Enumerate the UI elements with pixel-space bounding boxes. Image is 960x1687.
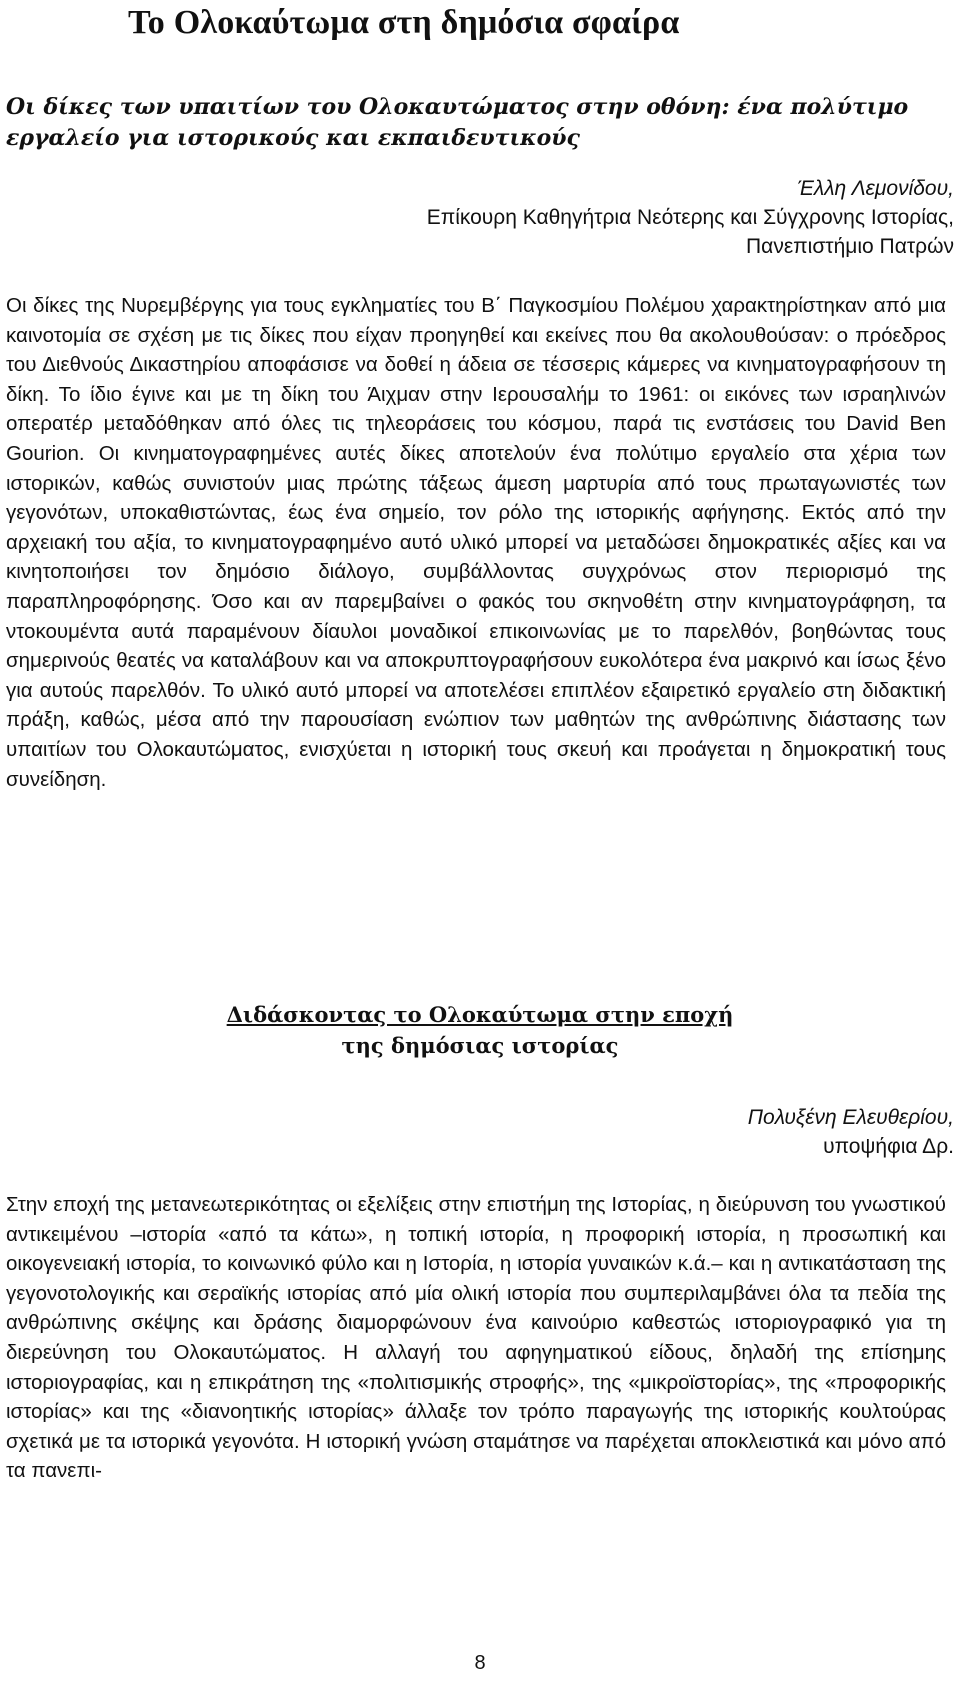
second-author-block [748, 1103, 954, 1161]
author-block [427, 174, 954, 261]
second-author-role: υποψήφια Δρ. [823, 1135, 954, 1158]
page-number: 8 [474, 1652, 486, 1674]
author-affiliation: Πανεπιστήμιο Πατρών [746, 235, 954, 258]
second-article-body-paragraph: Στην εποχή της μετανεωτερικότητας οι εξελίξεις στην επιστήμη της Ιστορίας, η διεύρυνση του γνωστικού αντικειμένου –ιστορία «από τα κάτω», η τοπική ιστορία, η προφορική ιστορία, η προσωπική και οικογενειακή ιστορία, το κοινωνικό φύλο και η Ιστορία, η ιστορία γυναικών κ.ά.– και η αντικατάσταση της γεγονοτολογικής και σεραϊκής ιστορίας από μία ολική ιστορία που συμπεριλαμβάνει όλα τα πεδία της ανθρώπινης σκέψης και δράσης διαμορφώνουν ένα καινούριο καθεστώς ιστοριογραφικό για τη διερεύνηση του Ολοκαυτώματος. Η αλλαγή του αφηγηματικού είδους, δηλαδή της επίσημης ιστοριογραφίας, και η επικράτηση της «πολιτισμικής στροφής», της «μικροϊστορίας», της «προφορικής ιστορίας» και της «διανοητικής ιστορίας» άλλαξε τον τρόπο παραγωγής της ιστορικής κουλτούρας σχετικά με τα ιστορικά γεγονότα. Η ιστορική γνώση σταμάτησε να παρέχεται αποκλειστικά και μόνο από τα πανεπι- [6, 1193, 946, 1483]
article-title: Οι δίκες των υπαιτίων του Ολοκαυτώματος στην οθόνη: ένα πολύτιμο εργαλείο για ιστορικούς και εκπαιδευτικούς [6, 94, 909, 151]
section-title-line-2: της δημόσιας ιστορίας [341, 1033, 619, 1058]
section-title [0, 999, 960, 1061]
author-role: Επίκουρη Καθηγήτρια Νεότερης και Σύγχρονης Ιστορίας, [426, 206, 954, 229]
article-body-paragraph: Οι δίκες της Νυρεμβέργης για τους εγκληματίες του Β΄ Παγκοσμίου Πολέμου χαρακτηρίστηκαν από μια καινοτομία σε σχέση με τις δίκες που είχαν προηγηθεί και εκείνες που θα ακολουθούσαν: ο πρόεδρος του Διεθνούς Δικαστηρίου αποφάσισε να δοθεί η άδεια σε τέσσερις κάμερες να κινηματογραφήσουν τη δίκη. Το ίδιο έγινε και με τη δίκη του Άιχμαν στην Ιερουσαλήμ το 1961: οι εικόνες των ισραηλινών οπερατέρ μεταδόθηκαν από όλες τις τηλεοράσεις του κόσμου, παρά τις ενστάσεις του David Ben Gourion. Οι κινηματογραφημένες αυτές δίκες αποτελούν ένα πολύτιμο εργαλείο στα χέρια των ιστορικών, καθώς συνιστούν μιας πρώτης τάξεως άμεση μαρτυρία από τους πρωταγωνιστές των γεγονότων, υποκαθιστώντας, έως ένα σημείο, τον ρόλο της ιστορικής αφήγησης. Εκτός από την αρχειακή του αξία, το κινηματογραφημένο αυτό υλικό μπορεί να μεταδώσει δημοκρατικές αξίες και να κινητοποιήσει τον δημόσιο διάλογο, συμβάλλοντας συγχρόνως στον περιορισμό της παραπληροφόρησης. Όσο και αν παρεμβαίνει ο φακός του σκηνοθέτη στην κινηματογράφηση, τα ντοκουμέντα αυτά παραμένουν δίαυλοι μοναδικοί επικοινωνίας με το παρελθόν, βοηθώντας τους σημερινούς θεατές να καταλάβουν και να αποκρυπτογραφήσουν ευκολότερα ένα μακρινό και ίσως ξένο για αυτούς παρελθόν. Το υλικό αυτό μπορεί να αποτελέσει επιπλέον εξαιρετικό εργαλείο στη διδακτική πράξη, καθώς, μέσα από την παρουσίαση ενώπιον των μαθητών της ανθρώπινης διάστασης των υπαιτίων του Ολοκαυτώματος, ενισχύεται η ιστορική τους σκευή και προάγεται η δημοκρατική τους συνείδηση. [6, 294, 946, 791]
second-author-name: Πολυξένη Ελευθερίου, [747, 1106, 954, 1129]
page-title: Το Ολοκαύτωμα στη δημόσια σφαίρα [128, 4, 680, 41]
section-title-line-1: Διδάσκοντας το Ολοκαύτωμα στην εποχή [226, 1002, 734, 1027]
author-name: Έλλη Λεμονίδου, [797, 177, 954, 200]
